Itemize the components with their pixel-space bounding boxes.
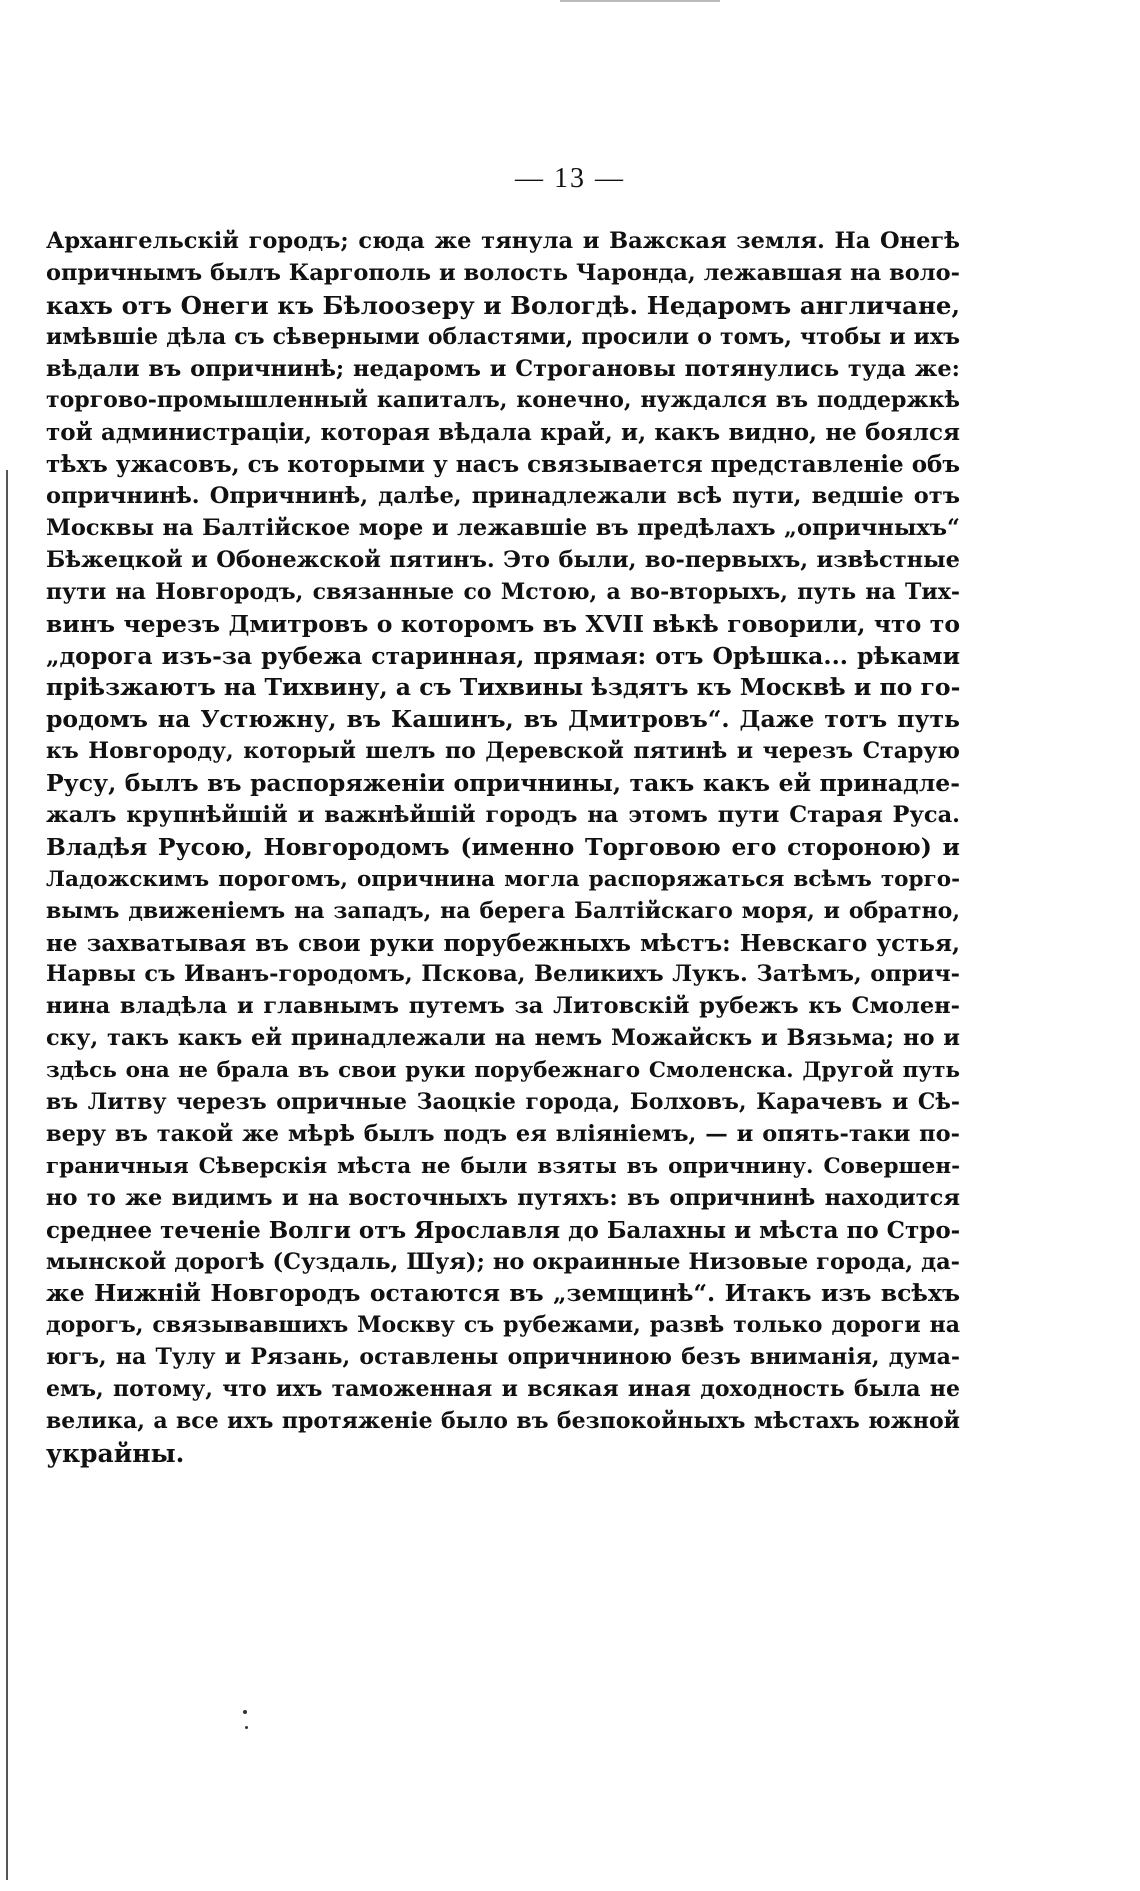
text-line: граничныя Сѣверскія мѣста не были взяты въ опричнину. Совершен- (46, 1153, 960, 1179)
text-line: въ Литву черезъ опричные Заоцкіе города, Болховъ, Карачевъ и Сѣ- (46, 1089, 960, 1116)
text-line: пріѣзжаютъ на Тихвину, а съ Тихвины ѣздятъ къ Москвѣ и по го- (46, 673, 961, 702)
text-line: не захватывая въ свои руки порубежныхъ мѣстъ: Невскаго устья, (46, 929, 960, 957)
text-line: здѣсь она не брала въ свои руки порубежнаго Смоленска. Другой путь (46, 1058, 960, 1084)
text-line: веру въ такой же мѣрѣ былъ подъ ея вліяніемъ, — и опять-таки по- (46, 1120, 960, 1147)
text-line: же Нижній Новгородъ остаются въ „земщинѣ“. Итакъ изъ всѣхъ (46, 1279, 960, 1308)
text-line: югъ, на Тулу и Рязань, оставлены опричниною безъ вниманія, дума- (46, 1344, 960, 1371)
text-line: къ Новгороду, который шелъ по Деревской пятинѣ и черезъ Старую (46, 738, 960, 765)
text-line: дорогъ, связывавшихъ Москву съ рубежами, развѣ только дороги на (46, 1312, 960, 1339)
text-line: нина владѣла и главнымъ путемъ за Литовскій рубежъ къ Смолен- (46, 993, 960, 1020)
scan-speck (245, 1726, 248, 1729)
body-text (46, 226, 960, 1470)
text-line: родомъ на Устюжну, въ Кашинъ, въ Дмитровъ“. Даже тотъ путь (46, 705, 960, 734)
text-line: велика, а все ихъ протяженіе было въ безпокойныхъ мѣстахъ южной (46, 1407, 960, 1434)
text-line: той администраціи, которая вѣдала край, и, какъ видно, не боялся (46, 419, 960, 447)
text-line: ску, такъ какъ ей принадлежали на немъ Можайскъ и Вязьма; но и (46, 1025, 960, 1052)
text-line: емъ, потому, что ихъ таможенная и всякая иная доходность была не (46, 1376, 960, 1403)
scan-speck (243, 1710, 247, 1714)
text-line: украйны. (46, 1438, 185, 1468)
text-line: торгово-промышленный капиталъ, конечно, нуждался въ поддержкѣ (46, 387, 960, 414)
scan-top-mark (560, 0, 720, 2)
text-line: „дорога изъ-за рубежа старинная, прямая: отъ Орѣшка... рѣками (46, 641, 960, 670)
text-line: пути на Новгородъ, связанные со Мстою, а во-вторыхъ, путь на Тих- (46, 578, 960, 605)
text-line: жалъ крупнѣйшій и важнѣйшій городъ на этомъ пути Старая Руса. (46, 802, 960, 829)
text-line: имѣвшіе дѣла съ сѣверными областями, просили о томъ, чтобы и ихъ (46, 323, 960, 350)
text-line: опричнымъ былъ Каргополь и волость Чаронда, лежавшая на воло- (46, 259, 960, 286)
text-line: вѣдали въ опричнинѣ; недаромъ и Строгановы потянулись туда же: (46, 355, 960, 382)
text-line: Владѣя Русою, Новгородомъ (именно Торговою его стороною) и (46, 832, 960, 861)
text-line: Москвы на Балтійское море и лежавшіе въ предѣлахъ „опричныхъ“ (46, 515, 960, 542)
text-line: кахъ отъ Онеги къ Бѣлоозеру и Вологдѣ. Недаромъ англичане, (46, 290, 960, 320)
text-line: но то же видимъ и на восточныхъ путяхъ: въ опричнинѣ находится (46, 1184, 960, 1211)
page-number: — 13 — (515, 163, 625, 194)
text-line: Русу, былъ въ распоряженіи опричнины, такъ какъ ей принадле- (46, 769, 960, 798)
scan-left-edge-mark (6, 470, 8, 1880)
text-line: винъ черезъ Дмитровъ о которомъ въ XVII вѣкѣ говорили, что то (46, 609, 960, 638)
text-line: опричнинѣ. Опричнинѣ, далѣе, принадлежали всѣ пути, ведшіе отъ (46, 483, 960, 510)
text-line: тѣхъ ужасовъ, съ которыми у насъ связывается представленіе объ (46, 451, 961, 479)
text-line: вымъ движеніемъ на западъ, на берега Балтійскаго моря, и обратно, (46, 897, 960, 924)
text-line: мынской дорогѣ (Суздаль, Шуя); но окраинные Низовые города, да- (46, 1248, 960, 1275)
text-line: Бѣжецкой и Обонежской пятинъ. Это были, во-первыхъ, извѣстные (46, 546, 960, 573)
text-line: Нарвы съ Иванъ-городомъ, Пскова, Великихъ Лукъ. Затѣмъ, оприч- (46, 961, 960, 988)
text-line: Архангельскій городъ; сюда же тянула и Важская земля. На Онегѣ (46, 228, 960, 254)
text-line: среднее теченіе Волги отъ Ярославля до Балахны и мѣста по Стро- (46, 1216, 961, 1244)
text-line: Ладожскимъ порогомъ, опричнина могла распоряжаться всѣмъ торго- (46, 866, 960, 892)
